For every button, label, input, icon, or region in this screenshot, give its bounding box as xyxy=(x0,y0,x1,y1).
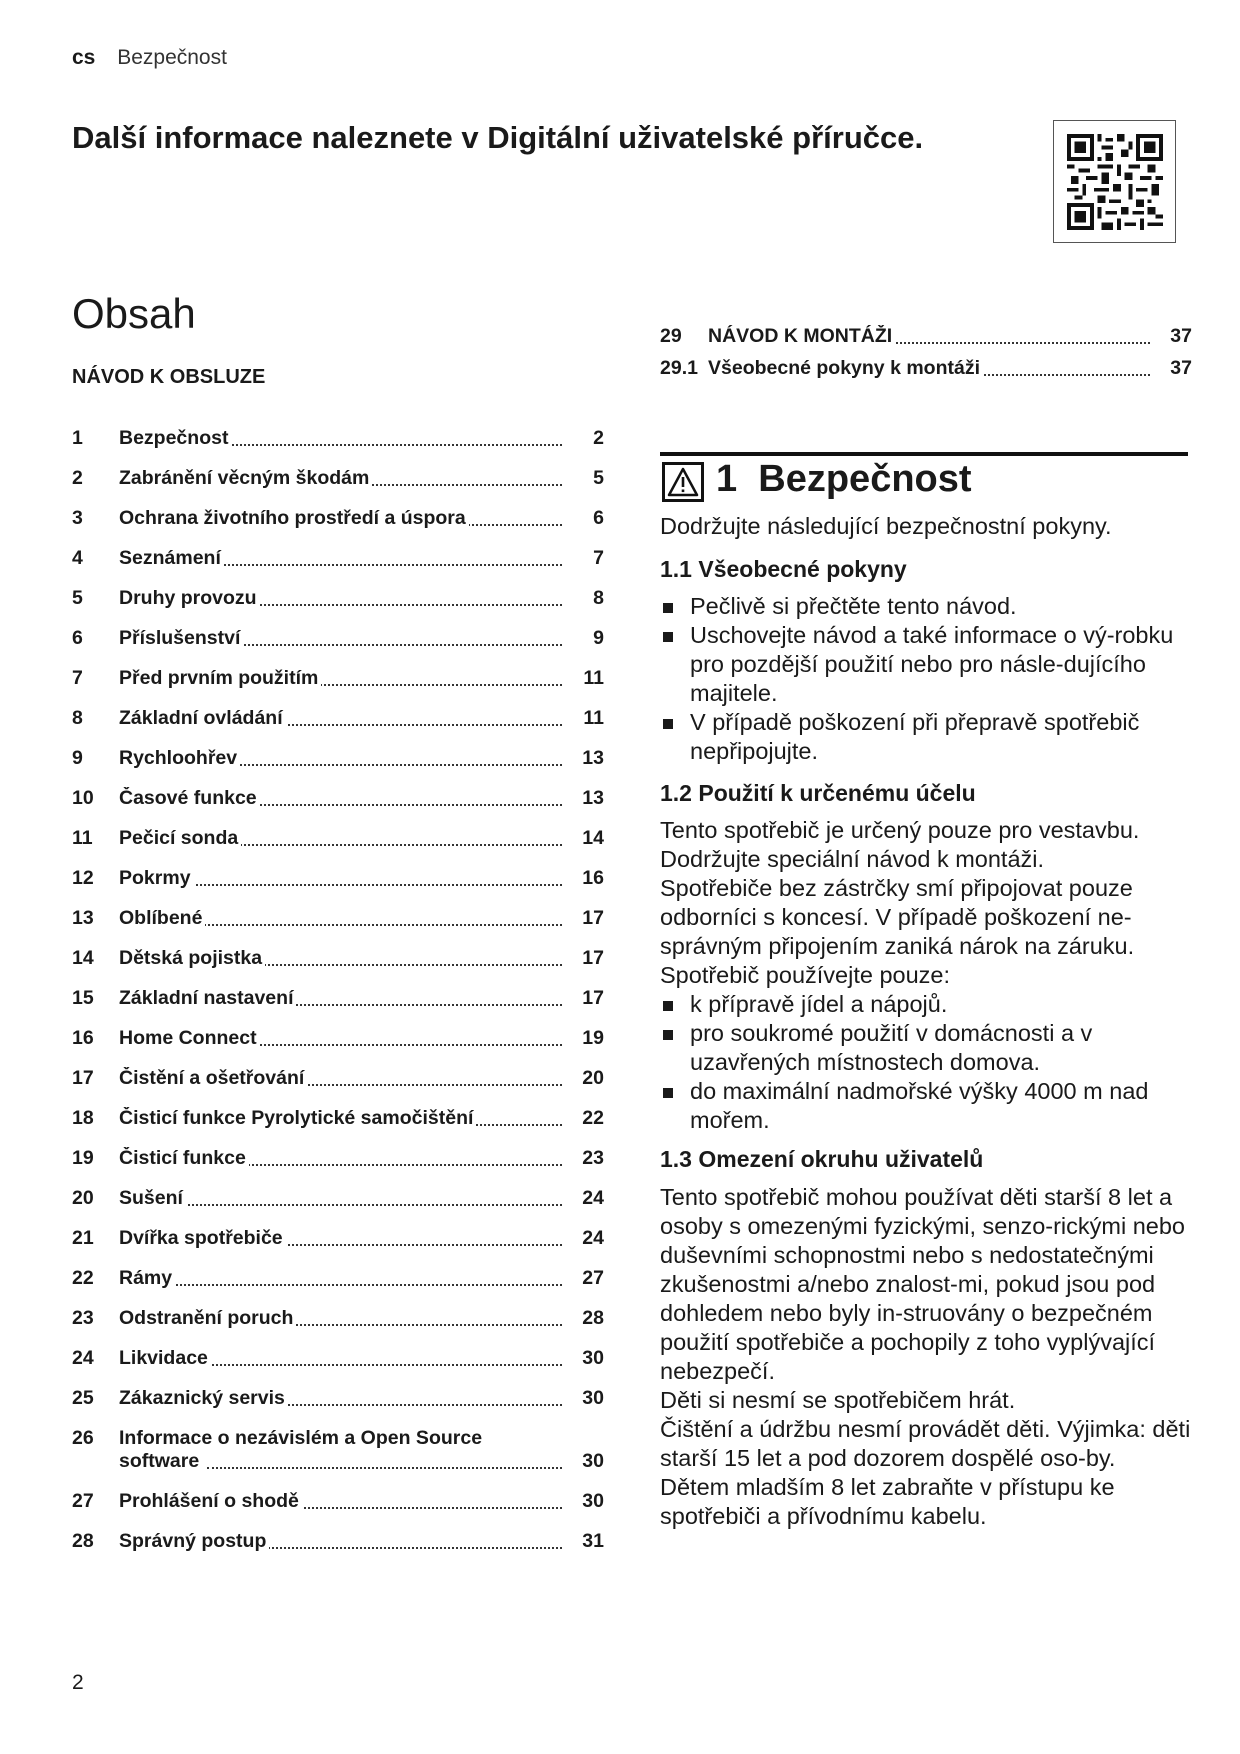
toc-entry[interactable] xyxy=(72,1050,604,1090)
toc-page: 19 xyxy=(582,1027,604,1049)
toc-label: Zákaznický servis xyxy=(119,1387,288,1409)
toc-label: Před prvním použitím xyxy=(119,667,321,689)
toc-number: 3 xyxy=(72,507,83,529)
toc-page: 6 xyxy=(593,507,604,529)
qr-code[interactable] xyxy=(1053,120,1176,243)
warning-icon xyxy=(662,462,704,502)
toc-entry[interactable] xyxy=(72,690,604,730)
toc-entry[interactable] xyxy=(72,490,604,530)
toc-entry[interactable] xyxy=(72,1513,604,1553)
toc-entry[interactable] xyxy=(72,1410,604,1473)
toc-page: 23 xyxy=(582,1147,604,1169)
toc-entry[interactable] xyxy=(72,610,604,650)
toc-page: 30 xyxy=(582,1490,604,1512)
toc-entry[interactable] xyxy=(72,530,604,570)
list-item: V případě poškození při přepravě spotřebič nepřipojujte. xyxy=(660,708,1192,766)
toc-page: 5 xyxy=(593,467,604,489)
toc-label: Časové funkce xyxy=(119,787,260,809)
subsection-general: 1.1 Všeobecné pokyny xyxy=(660,556,907,582)
toc-label: Dvířka spotřebiče xyxy=(119,1227,286,1249)
toc-number: 24 xyxy=(72,1347,94,1369)
toc-page: 11 xyxy=(583,667,604,689)
subsection-user-restriction: 1.3 Omezení okruhu uživatelů xyxy=(660,1146,984,1172)
paragraph: Dětem mladším 8 let zabraňte v přístupu ke spotřebiči a přívodnímu kabelu. xyxy=(660,1474,1115,1529)
intended-use-text xyxy=(660,816,1192,1135)
toc-page: 20 xyxy=(582,1067,604,1089)
toc-label: Seznámení xyxy=(119,547,224,569)
toc-number: 20 xyxy=(72,1187,94,1209)
paragraph: Spotřebiče bez zástrčky smí připojovat pouze odborníci s koncesí. V případě poškození ne-správným připojením zaniká nárok na záruku. xyxy=(660,875,1135,959)
toc-number: 9 xyxy=(72,747,83,769)
toc-number: 19 xyxy=(72,1147,94,1169)
toc-entry[interactable] xyxy=(72,1330,604,1370)
section-title xyxy=(716,458,972,501)
toc-entry[interactable] xyxy=(660,316,1192,348)
toc-page: 11 xyxy=(583,707,604,729)
toc-entry[interactable] xyxy=(72,810,604,850)
toc-page: 17 xyxy=(582,907,604,929)
toc-entry[interactable] xyxy=(72,970,604,1010)
toc-entry[interactable] xyxy=(72,1010,604,1050)
toc-number: 28 xyxy=(72,1530,94,1552)
toc-label: Základní ovládání xyxy=(119,707,286,729)
toc-entry[interactable] xyxy=(72,1370,604,1410)
toc-page: 30 xyxy=(582,1450,604,1472)
toc-number: 21 xyxy=(72,1227,94,1249)
toc-entry[interactable] xyxy=(72,850,604,890)
toc-page: 31 xyxy=(582,1530,604,1552)
toc-heading: Obsah xyxy=(72,290,196,337)
toc-page: 37 xyxy=(1170,357,1192,379)
toc-label: Informace o nezávislém a Open Source software xyxy=(119,1427,483,1472)
toc-number: 10 xyxy=(72,787,94,809)
toc-entry[interactable] xyxy=(660,348,1192,380)
toc-number: 18 xyxy=(72,1107,94,1129)
list-item: k přípravě jídel a nápojů. xyxy=(660,990,1192,1019)
toc-number: 1 xyxy=(72,427,83,449)
toc-page: 17 xyxy=(582,947,604,969)
paragraph: Spotřebič používejte pouze: xyxy=(660,962,951,988)
language-code: cs xyxy=(72,46,96,69)
toc-entry[interactable] xyxy=(72,1290,604,1330)
toc-label: Všeobecné pokyny k montáži xyxy=(708,357,983,379)
toc-label: Správný postup xyxy=(119,1530,269,1552)
toc-label: Základní nastavení xyxy=(119,987,296,1009)
toc-label: Čisticí funkce Pyrolytické samočištění xyxy=(119,1107,476,1129)
toc-number: 16 xyxy=(72,1027,94,1049)
toc-page: 22 xyxy=(582,1107,604,1129)
paragraph: Děti si nesmí se spotřebičem hrát. xyxy=(660,1387,1016,1413)
toc-number: 23 xyxy=(72,1307,94,1329)
toc-label: Čistění a ošetřování xyxy=(119,1067,307,1089)
toc-number: 6 xyxy=(72,627,83,649)
toc-label: Sušení xyxy=(119,1187,186,1209)
toc-label: Home Connect xyxy=(119,1027,260,1049)
toc-page: 8 xyxy=(593,587,604,609)
toc-number: 2 xyxy=(72,467,83,489)
toc-label: Dětská pojistka xyxy=(119,947,265,969)
toc-label: Odstranění poruch xyxy=(119,1307,296,1329)
toc-number: 4 xyxy=(72,547,83,569)
toc-number: 8 xyxy=(72,707,83,729)
toc-page: 9 xyxy=(593,627,604,649)
toc-entry[interactable] xyxy=(72,1210,604,1250)
list-item: do maximální nadmořské výšky 4000 m nad mořem. xyxy=(660,1077,1192,1135)
toc-number: 13 xyxy=(72,907,94,929)
paragraph: Tento spotřebič je určený pouze pro vestavbu. Dodržujte speciální návod k montáži. xyxy=(660,817,1140,872)
toc-number: 27 xyxy=(72,1490,94,1512)
running-header xyxy=(72,46,227,70)
section-divider xyxy=(660,452,1188,456)
toc-label: Příslušenství xyxy=(119,627,243,649)
toc-page: 24 xyxy=(582,1227,604,1249)
section-number: 1 xyxy=(716,458,738,500)
subsection-intended-use: 1.2 Použití k určenému účelu xyxy=(660,780,976,806)
toc-number: 29 xyxy=(660,325,682,347)
intended-use-bullets xyxy=(660,990,1192,1135)
toc-entry[interactable] xyxy=(72,1250,604,1290)
toc-page: 28 xyxy=(582,1307,604,1329)
toc-number: 15 xyxy=(72,987,94,1009)
paragraph: Čištění a údržbu nesmí provádět děti. Výjimka: děti starší 15 let a pod dozorem dospělé oso-by. xyxy=(660,1416,1191,1471)
section-intro: Dodržujte následující bezpečnostní pokyny. xyxy=(660,513,1112,539)
qr-code-icon xyxy=(1067,134,1163,230)
toc-label: NÁVOD K MONTÁŽI xyxy=(708,325,895,347)
toc-entry[interactable] xyxy=(72,450,604,490)
toc-page: 7 xyxy=(593,547,604,569)
toc-number: 26 xyxy=(72,1427,94,1449)
toc-entry[interactable] xyxy=(72,1170,604,1210)
page-number: 2 xyxy=(72,1671,84,1694)
toc-label: Rámy xyxy=(119,1267,175,1289)
toc-label: Rychloohřev xyxy=(119,747,240,769)
toc-number: 17 xyxy=(72,1067,94,1089)
toc-number: 14 xyxy=(72,947,94,969)
toc-page: 14 xyxy=(582,827,604,849)
toc-label: Zabránění věcným škodám xyxy=(119,467,372,489)
toc-entry[interactable] xyxy=(72,890,604,930)
toc-label: Pokrmy xyxy=(119,867,194,889)
user-restriction-text xyxy=(660,1183,1192,1531)
toc-entry[interactable] xyxy=(72,1473,604,1513)
toc-page: 27 xyxy=(582,1267,604,1289)
table-of-contents xyxy=(72,410,604,1553)
toc-label: Ochrana životního prostředí a úspora xyxy=(119,507,469,529)
digital-manual-headline: Další informace naleznete v Digitální uživatelské příručce. xyxy=(72,120,924,155)
toc-entry[interactable] xyxy=(72,770,604,810)
toc-page: 13 xyxy=(582,787,604,809)
list-item: pro soukromé použití v domácnosti a v uzavřených místnostech domova. xyxy=(660,1019,1192,1077)
toc-label: Čisticí funkce xyxy=(119,1147,249,1169)
toc-entry[interactable] xyxy=(72,930,604,970)
toc-page: 30 xyxy=(582,1347,604,1369)
table-of-contents-continued xyxy=(660,316,1192,380)
toc-page: 2 xyxy=(593,427,604,449)
toc-label: Likvidace xyxy=(119,1347,211,1369)
toc-page: 24 xyxy=(582,1187,604,1209)
toc-number: 29.1 xyxy=(660,357,698,379)
section-title-text: Bezpečnost xyxy=(758,458,972,500)
toc-number: 25 xyxy=(72,1387,94,1409)
toc-number: 5 xyxy=(72,587,83,609)
list-item: Pečlivě si přečtěte tento návod. xyxy=(660,592,1192,621)
toc-label: Oblíbené xyxy=(119,907,205,929)
toc-number: 12 xyxy=(72,867,94,889)
toc-page: 30 xyxy=(582,1387,604,1409)
toc-page: 16 xyxy=(582,867,604,889)
toc-number: 7 xyxy=(72,667,83,689)
toc-label: Pečicí sonda xyxy=(119,827,241,849)
toc-entry[interactable] xyxy=(72,730,604,770)
toc-page: 17 xyxy=(582,987,604,1009)
toc-number: 22 xyxy=(72,1267,94,1289)
toc-entry[interactable] xyxy=(72,410,604,450)
toc-subheading: NÁVOD K OBSLUZE xyxy=(72,366,266,388)
toc-page: 13 xyxy=(582,747,604,769)
toc-label: Prohlášení o shodě xyxy=(119,1490,302,1512)
toc-entry[interactable] xyxy=(72,650,604,690)
toc-page: 37 xyxy=(1170,325,1192,347)
toc-label: Druhy provozu xyxy=(119,587,260,609)
toc-label: Bezpečnost xyxy=(119,427,231,449)
toc-number: 11 xyxy=(72,827,93,849)
paragraph: Tento spotřebič mohou používat děti starší 8 let a osoby s omezenými fyzickými, senzo-rickými nebo duševními schopnostmi nebo s nedostatečnými zkušenostmi a/nebo znalost-mi, pokud jsou pod dohledem nebo byly in-struovány o bezpečném použití spotřebiče a pochopily z toho vyplývající nebezpečí. xyxy=(660,1184,1185,1384)
toc-entry[interactable] xyxy=(72,570,604,610)
list-item: Uschovejte návod a také informace o vý-robku pro pozdější použití nebo pro násle-dujícího majitele. xyxy=(660,621,1192,708)
toc-entry[interactable] xyxy=(72,1090,604,1130)
general-bullets xyxy=(660,592,1192,766)
toc-entry[interactable] xyxy=(72,1130,604,1170)
header-section: Bezpečnost xyxy=(117,46,227,69)
